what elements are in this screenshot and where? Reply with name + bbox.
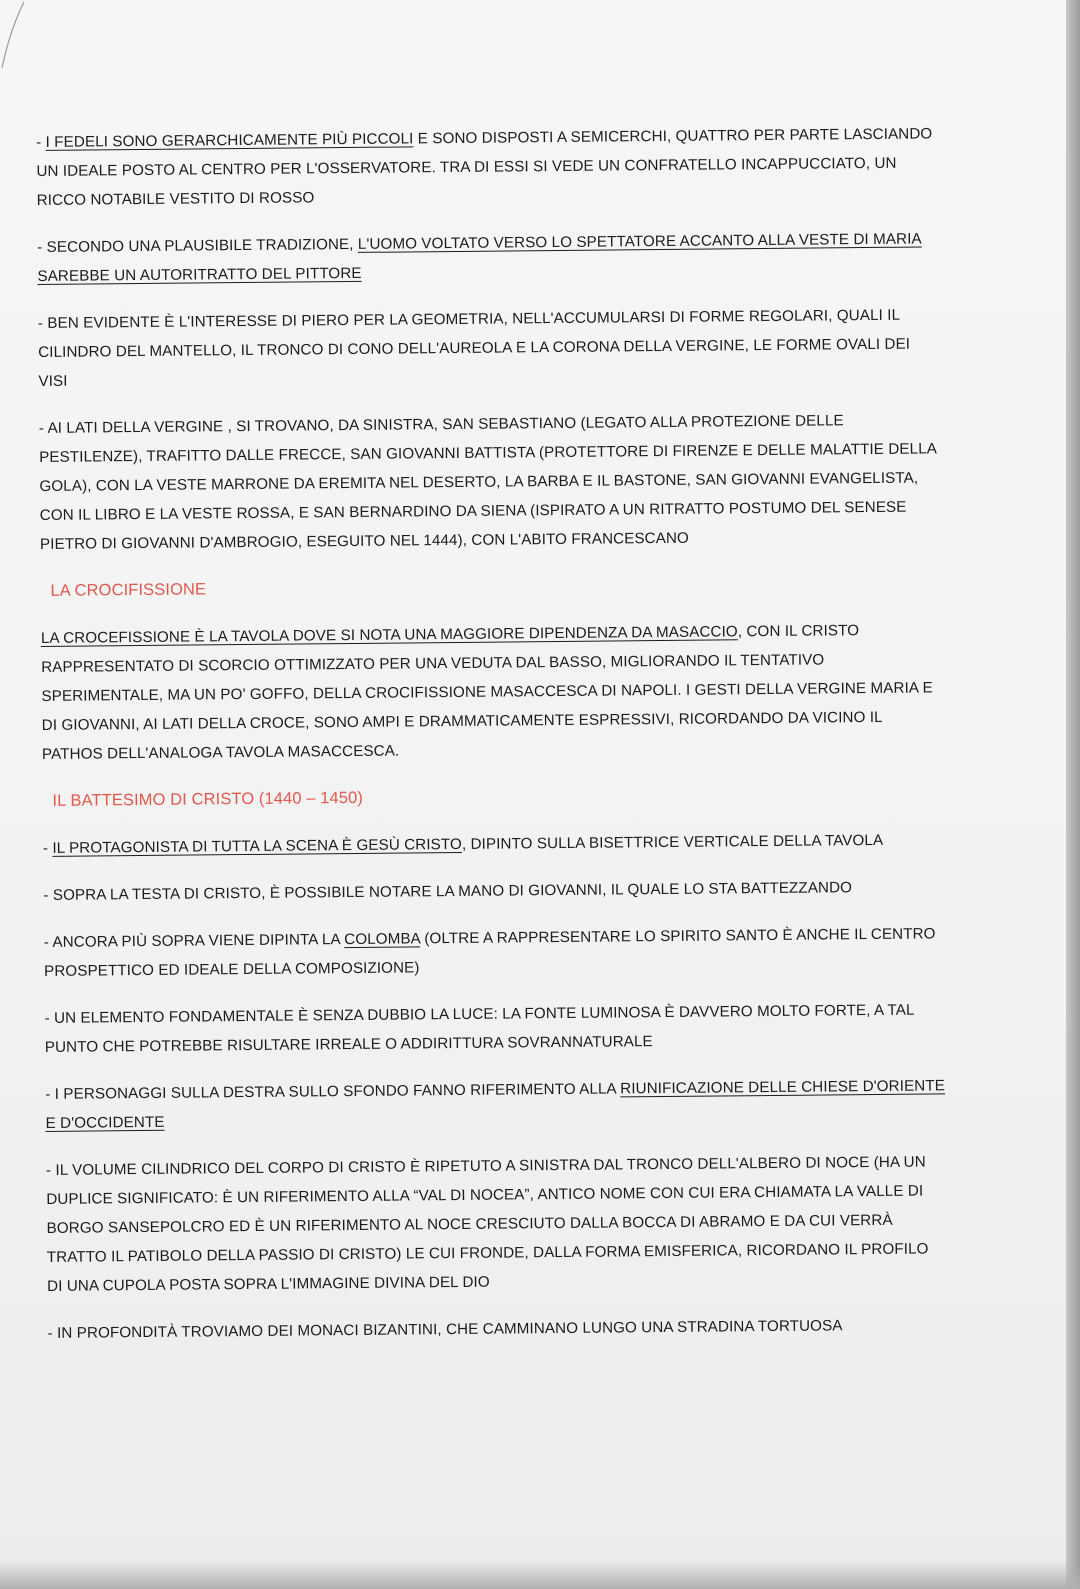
underlined-text: L'UOMO VOLTATO VERSO LO SPETTATORE ACCANTO ALLA VESTE DI MARIA SAREBBE UN AUTORITRATTO DEL PITTORE	[37, 230, 922, 285]
text-segment: E SONO DISPOSTI A SEMICERCHI, QUATTRO PER PARTE LASCIANDO UN IDEALE POSTO AL CENTRO PER L'OSSERVATORE. TRA DI ESSI SI VEDE UN CONFRATELLO INCAPPUCCIATO, UN RICCO NOTABILE VESTITO DI ROSSO	[36, 125, 933, 209]
paragraph-crocefissione	[41, 615, 942, 769]
paragraph-protagonista	[43, 825, 943, 863]
paragraph-personaggi	[45, 1071, 946, 1138]
text-segment: , DIPINTO SULLA BISETTRICE VERTICALE DELLA TAVOLA	[461, 831, 884, 853]
underlined-text: IL PROTAGONISTA DI TUTTA LA SCENA È GESÙ CRISTO	[52, 835, 462, 857]
text-segment: - IN PROFONDITÀ TROVIAMO DEI MONACI BIZANTINI, CHE CAMMINANO LUNGO UNA STRADINA TORTUOSA	[47, 1317, 843, 1342]
text-segment: - SOPRA LA TESTA DI CRISTO, È POSSIBILE NOTARE LA MANO DI GIOVANNI, IL QUALE LO STA BATTEZZANDO	[43, 879, 853, 904]
text-segment: - IL VOLUME CILINDRICO DEL CORPO DI CRISTO È RIPETUTO A SINISTRA DAL TRONCO DELL'ALBERO DI NOCE (HA UN DUPLICE SIGNIFICATO: È UN RIFERIMENTO ALLA “VAL DI NOCEA”, ANTICO NOME CON CUI ERA CHIAMATA LA VALLE DI BORGO SANSEPOLCRO ED È UN RIFERIMENTO AL NOCE CRESCIUTO DALLA BOCCA DI ABRAMO E DA CUI VERRÀ TRATTO IL PATIBOLO DELLA PASSIO DI CRISTO) LE CUI FRONDE, DALLA FORMA EMISFERICA, RICORDANO IL PROFILO DI UNA CUPOLA POSTA SOPRA L'IMMAGINE DIVINA DEL DIO	[45, 1153, 929, 1295]
text-segment: , CON IL CRISTO RAPPRESENTATO DI SCORCIO OTTIMIZZATO PER UNA VEDUTA DAL BASSO, MIGLIORANDO IL TENTATIVO SPERIMENTALE, MA UN PO' GOFFO, DELLA CROCIFISSIONE MASACCESCA DI NAPOLI. I GESTI DELLA VERGINE MARIA E DI GIOVANNI, AI LATI DELLA CROCE, SONO AMPI E DRAMMATICAMENTE ESPRESSIVI, RICORDANDO DA VICINO IL PATHOS DELL'ANALOGA TAVOLA MASACCESCA.	[41, 622, 933, 763]
paragraph-fedeli	[36, 119, 937, 215]
paragraph-colomba	[44, 919, 945, 986]
paragraph-luce	[44, 995, 945, 1062]
text-segment: -	[36, 133, 46, 151]
page-edge-shadow	[1066, 0, 1080, 1589]
underlined-text: LA CROCEFISSIONE È LA TAVOLA DOVE SI NOTA UNA MAGGIORE DIPENDENZA DA MASACCIO	[40, 623, 738, 647]
paragraph-mano-giovanni	[43, 872, 943, 910]
document-body	[36, 119, 948, 1366]
underlined-text: RIUNIFICAZIONE DELLE CHIESE D'ORIENTE E D'OCCIDENTE	[45, 1077, 946, 1132]
paragraph-santi	[39, 405, 940, 559]
text-segment: - UN ELEMENTO FONDAMENTALE È SENZA DUBBIO LA LUCE: LA FONTE LUMINOSA È DAVVERO MOLTO FORTE, A TAL PUNTO CHE POTREBBE RISULTARE IRREALE O ADDIRITTURA SOVRANNATURALE	[44, 1001, 914, 1056]
text-segment: (OLTRE A RAPPRESENTARE LO SPIRITO SANTO È ANCHE IL CENTRO PROSPETTICO ED IDEALE DELLA COMPOSIZIONE)	[44, 925, 936, 980]
paragraph-albero-noce	[46, 1147, 947, 1301]
text-segment: -	[42, 839, 53, 857]
text-segment: - SECONDO UNA PLAUSIBILE TRADIZIONE,	[37, 235, 358, 256]
text-segment: - ANCORA PIÙ SOPRA VIENE DIPINTA LA	[43, 931, 345, 951]
text-segment: - I PERSONAGGI SULLA DESTRA SULLO SFONDO FANNO RIFERIMENTO ALLA	[45, 1080, 621, 1103]
text-segment: - AI LATI DELLA VERGINE , SI TROVANO, DA SINISTRA, SAN SEBASTIANO (LEGATO ALLA PROTEZIONE DELLE PESTILENZE), TRAFITTO DALLE FRECCE, SAN GIOVANNI BATTISTA (PROTETTORE DI FIRENZE E DELLE MALATTIE DELLA GOLA), CON LA VESTE MARRONE DA EREMITA NEL DESERTO, LA BARBA E IL BASTONE, SAN GIOVANNI EVANGELISTA, CON IL LIBRO E LA VESTE ROSSA, E SAN BERNARDINO DA SIENA (ISPIRATO A UN RITRATTO POSTUMO DEL SENESE PIETRO DI GIOVANNI D'AMBROGIO, ESEGUITO NEL 1444), CON L'ABITO FRANCESCANO	[38, 412, 937, 553]
page-bottom-shadow	[0, 1560, 1080, 1589]
underlined-text: COLOMBA	[344, 930, 421, 949]
paragraph-geometria	[38, 300, 939, 396]
section-battesimo	[42, 778, 947, 1348]
section-crocifissione	[40, 568, 942, 769]
paragraph-autoritratto	[37, 224, 938, 291]
section-title-crocifissione: LA CROCIFISSIONE	[50, 580, 207, 600]
paragraph-monaci	[47, 1310, 947, 1348]
intro-section	[36, 119, 940, 559]
section-title-battesimo: IL BATTESIMO DI CRISTO (1440 – 1450)	[52, 788, 364, 810]
underlined-text: I FEDELI SONO GERARCHICAMENTE PIÙ PICCOLI	[45, 130, 414, 151]
text-segment: - BEN EVIDENTE È L'INTERESSE DI PIERO PER LA GEOMETRIA, NELL'ACCUMULARSI DI FORME REGOLARI, QUALI IL CILINDRO DEL MANTELLO, IL TRONCO DI CONO DELL'AUREOLA E LA CORONA DELLA VERGINE, LE FORME OVALI DEI VISI	[37, 306, 911, 390]
paper-fold-mark	[0, 0, 40, 70]
